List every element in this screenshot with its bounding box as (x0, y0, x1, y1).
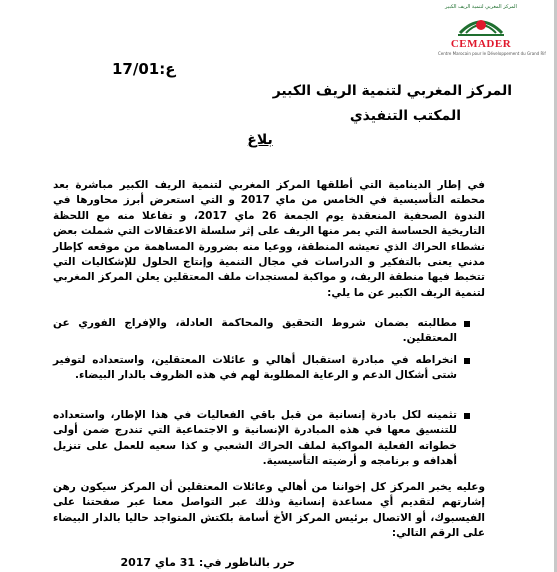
logo-subtitle: Centre Marocain pour le Développement du Grand Rif (438, 51, 546, 56)
closing-paragraph: وعليه يخبر المركز كل إخواننا من أهالي وعائلات المعتقلين أن المركز سيكون رهن إشارتهم لتقديم أي مساعدة إنسانية وذلك عبر التواصل معنا عبر صفحتنا على الفيسبوك، أو الاتصال برئيس المركز الأخ أسامة بلكتش المتواجد حاليا بالدار البيضاء على الرقم التالي: (53, 481, 485, 540)
bullet-item: انخراطه في مبادرة استقبال أهالي و عائلات المعتقلين، واستعداده لتوفير شتى أشكال الدعم و الرعاية المطلوبة لهم في هذه الظروف بالدار البيضاء. (53, 354, 457, 382)
bullet-marker (464, 321, 470, 327)
signature-line: حرر بالناظور في: 31 ماي 2017 (120, 556, 295, 569)
logo-arabic-text: المركز المغربي لتنمية الريف الكبير (445, 4, 517, 10)
intro-paragraph: في إطار الدينامية التي أطلقها المركز المغربي لتنمية الريف الكبير مباشرة بعد محطته التأسيسية في الخامس من ماي 2017 و التي استعرض أبرز محاورها في الندوة الصحفية المنعقدة يوم الجمعة 26 ماي 2017، و تفاعلا منه مع اللحظة التاريخية الحساسة التي يمر منها الريف على إثر سلسلة الاعتقالات التي شملت بعض نشطاء الحراك الذي تعيشه المنطقة، ووعيا منه بضرورة المساهمة من موقعه كإطار مدني يعنى بالتفكير و الدراسات في مجال التنمية وإنتاج الحلول للإشكاليات التي تتخبط فيها منطقة الريف، و مواكبة لمستجدات ملف المعتقلين يعلن المركز المغربي لتنمية الريف الكبير عن ما يلي: (53, 179, 485, 299)
bullet-item: مطالبته بضمان شروط التحقيق والمحاكمة العادلة، والإفراج الفوري عن المعتقلين. (53, 317, 457, 345)
reference-number: ع:17/01 (112, 60, 176, 78)
document-title: بلاغ (247, 132, 273, 148)
logo-name: CEMADER (450, 38, 512, 50)
cemader-logo (438, 4, 546, 58)
executive-office: المكتب التنفيذي (349, 108, 461, 124)
bullet-marker (464, 413, 470, 419)
bullet-item: تثمينه لكل بادرة إنسانية من قبل باقي الفعاليات في هذا الإطار، واستعداده للتنسيق معها في هذه المبادرة الإنسانية و الاجتماعية التي تندرج ضمن أولى خطواته الفعلية المواكبة لملف الحراك الشعبي و كذا سعيه للعمل على تنزيل أهدافه و برنامجه و أرضيته التأسيسية. (53, 409, 457, 468)
bullet-marker (464, 358, 470, 364)
logo-emblem-icon (456, 9, 506, 39)
organization-name: المركز المغربي لتنمية الريف الكبير (272, 83, 512, 99)
